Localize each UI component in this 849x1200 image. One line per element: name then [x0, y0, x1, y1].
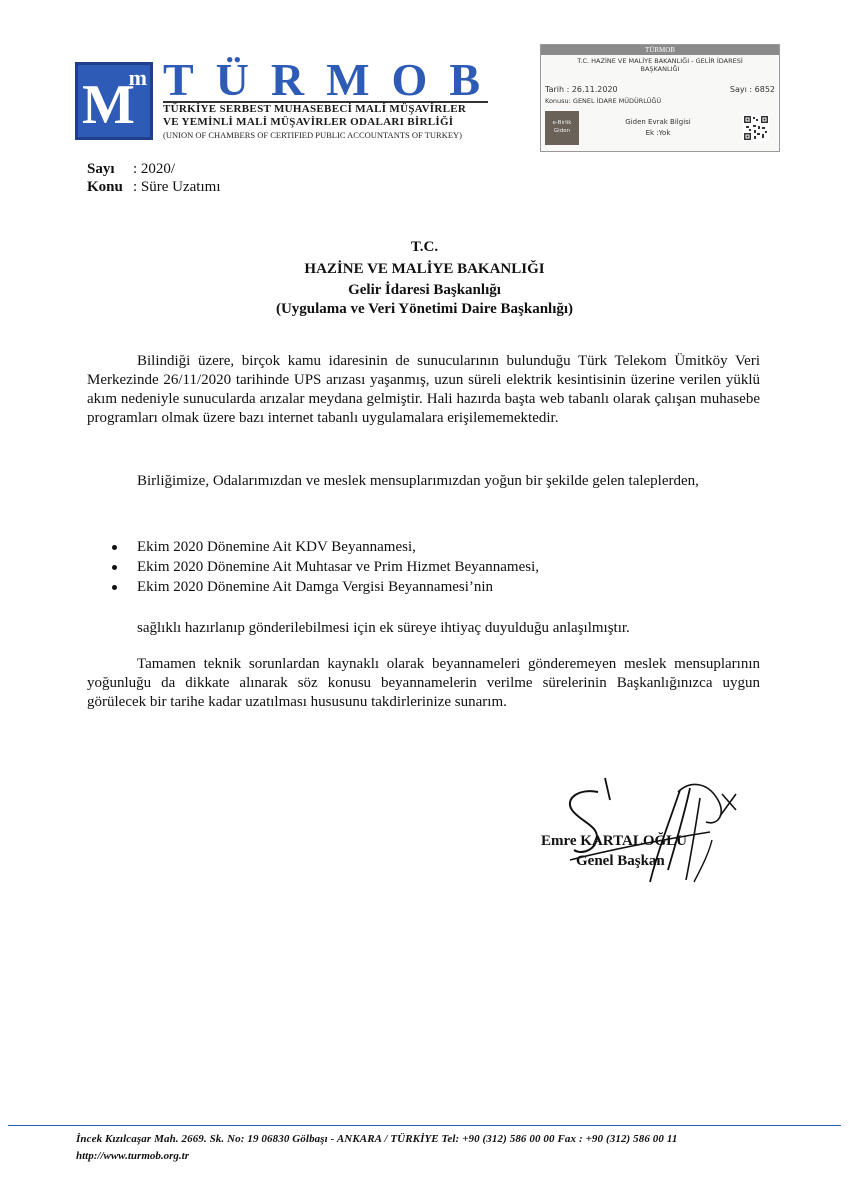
- reference-number: [87, 160, 175, 178]
- stamp-attachment: Ek :Yok: [645, 129, 671, 137]
- brand-name: TÜRMOB: [163, 54, 502, 105]
- footer-divider: [8, 1125, 841, 1126]
- footer-website-link[interactable]: http://www.turmob.org.tr: [76, 1150, 189, 1162]
- stamp-recipient: T.C. HAZİNE VE MALİYE BAKANLIĞI - GELİR İDARESİ BAŞKANLIĞI: [577, 57, 743, 73]
- stamp-number: Sayı : 6852: [729, 85, 775, 94]
- subject: [87, 178, 220, 196]
- recipient-line1: T.C.: [410, 239, 439, 255]
- declaration-list: [112, 537, 539, 597]
- body-paragraph-1: Bilindiği üzere, birçok kamu idaresinin de sunucularının bulunduğu Türk Telekom Ümitköy Veri Merkezinde 26/11/2020 tarihinde UPS arızası yaşanmış, uzun süreli elektrik kesintisinin üzerine verilen yüklü akım nedeniyle sunucularda arızalar meydana gelmiştir. Hali hazırda başta web tabanlı olarak çalışan muhasebe programları olmak üzere bazı internet tabanlı uygulamalara erişilememektedir.: [87, 353, 760, 426]
- recipient-line4: (Uygulama ve Veri Yönetimi Daire Başkanlığı): [275, 301, 574, 317]
- list-item: [112, 577, 539, 597]
- registry-stamp: [540, 44, 780, 152]
- list-item-text: Ekim 2020 Dönemine Ait KDV Beyannamesi,: [137, 539, 416, 555]
- stamp-outgoing-info: [593, 117, 723, 139]
- stamp-date: Tarih : 26.11.2020: [545, 85, 618, 94]
- bullet-icon: [112, 545, 117, 550]
- signatory-title: Genel Başkan: [576, 853, 665, 869]
- logo-letter-small: m: [128, 65, 147, 90]
- list-item-text: Ekim 2020 Dönemine Ait Damga Vergisi Beyannamesi’nin: [137, 579, 494, 595]
- org-name-line1: TÜRKİYE SERBEST MUHASEBECİ MALİ MÜŞAVİRLER: [163, 103, 467, 115]
- reference-number-value: : 2020/: [133, 161, 176, 177]
- body-paragraph-2: Birliğimize, Odalarımızdan ve meslek mensuplarımızdan yoğun bir şekilde gelen taleplerden,: [137, 473, 699, 489]
- bullet-icon: [112, 565, 117, 570]
- org-name-english: (UNION OF CHAMBERS OF CERTIFIED PUBLIC ACCOUNTANTS OF TURKEY): [163, 130, 463, 140]
- subject-label: Konu: [87, 179, 123, 195]
- stamp-outgoing-label: Giden Evrak Bilgisi: [625, 118, 691, 126]
- footer-address: İncek Kızılcaşar Mah. 2669. Sk. No: 19 06830 Gölbaşı - ANKARA / TÜRKİYE Tel: +90 (312) 586 00 00 Fax : +90 (312) 586 00 11: [76, 1133, 678, 1145]
- turmob-logo: [75, 62, 153, 140]
- subject-value: : Süre Uzatımı: [133, 179, 221, 195]
- org-name-line2: VE YEMİNLİ MALİ MÜŞAVİRLER ODALARI BİRLİĞİ: [163, 116, 454, 128]
- stamp-header: TÜRMOB: [541, 45, 779, 55]
- stamp-badge-line2: Giden: [553, 128, 571, 134]
- list-item: [112, 557, 539, 577]
- body-paragraph-3: sağlıklı hazırlanıp gönderilebilmesi için ek süreye ihtiyaç duyulduğu anlaşılmıştır.: [137, 620, 630, 636]
- list-item-text: Ekim 2020 Dönemine Ait Muhtasar ve Prim Hizmet Beyannamesi,: [137, 559, 540, 575]
- bullet-icon: [112, 585, 117, 590]
- signatory-name: Emre KARTALOĞLU: [541, 833, 688, 849]
- body-paragraph-4: Tamamen teknik sorunlardan kaynaklı olarak beyannameleri gönderemeyen meslek mensuplarının yoğunluğu da dikkate alınarak söz konusu beyannamelerin verilme sürelerinin Başkanlığınızca uygun görülecek bir tarihe kadar uzatılması hususunu takdirlerinize sunarım.: [87, 656, 760, 710]
- stamp-badge: [545, 111, 579, 145]
- recipient-line3: Gelir İdaresi Başkanlığı: [348, 282, 501, 298]
- recipient-line2: HAZİNE VE MALİYE BAKANLIĞI: [304, 261, 545, 277]
- reference-number-label: Sayı: [87, 161, 115, 177]
- stamp-badge-line1: e-Birlik: [552, 120, 572, 126]
- list-item: [112, 537, 539, 557]
- stamp-subject: Konusu: GENEL İDARE MÜDÜRLÜĞÜ: [545, 97, 662, 105]
- logo-letter-big: M: [82, 74, 133, 136]
- qr-code-icon: [743, 115, 769, 141]
